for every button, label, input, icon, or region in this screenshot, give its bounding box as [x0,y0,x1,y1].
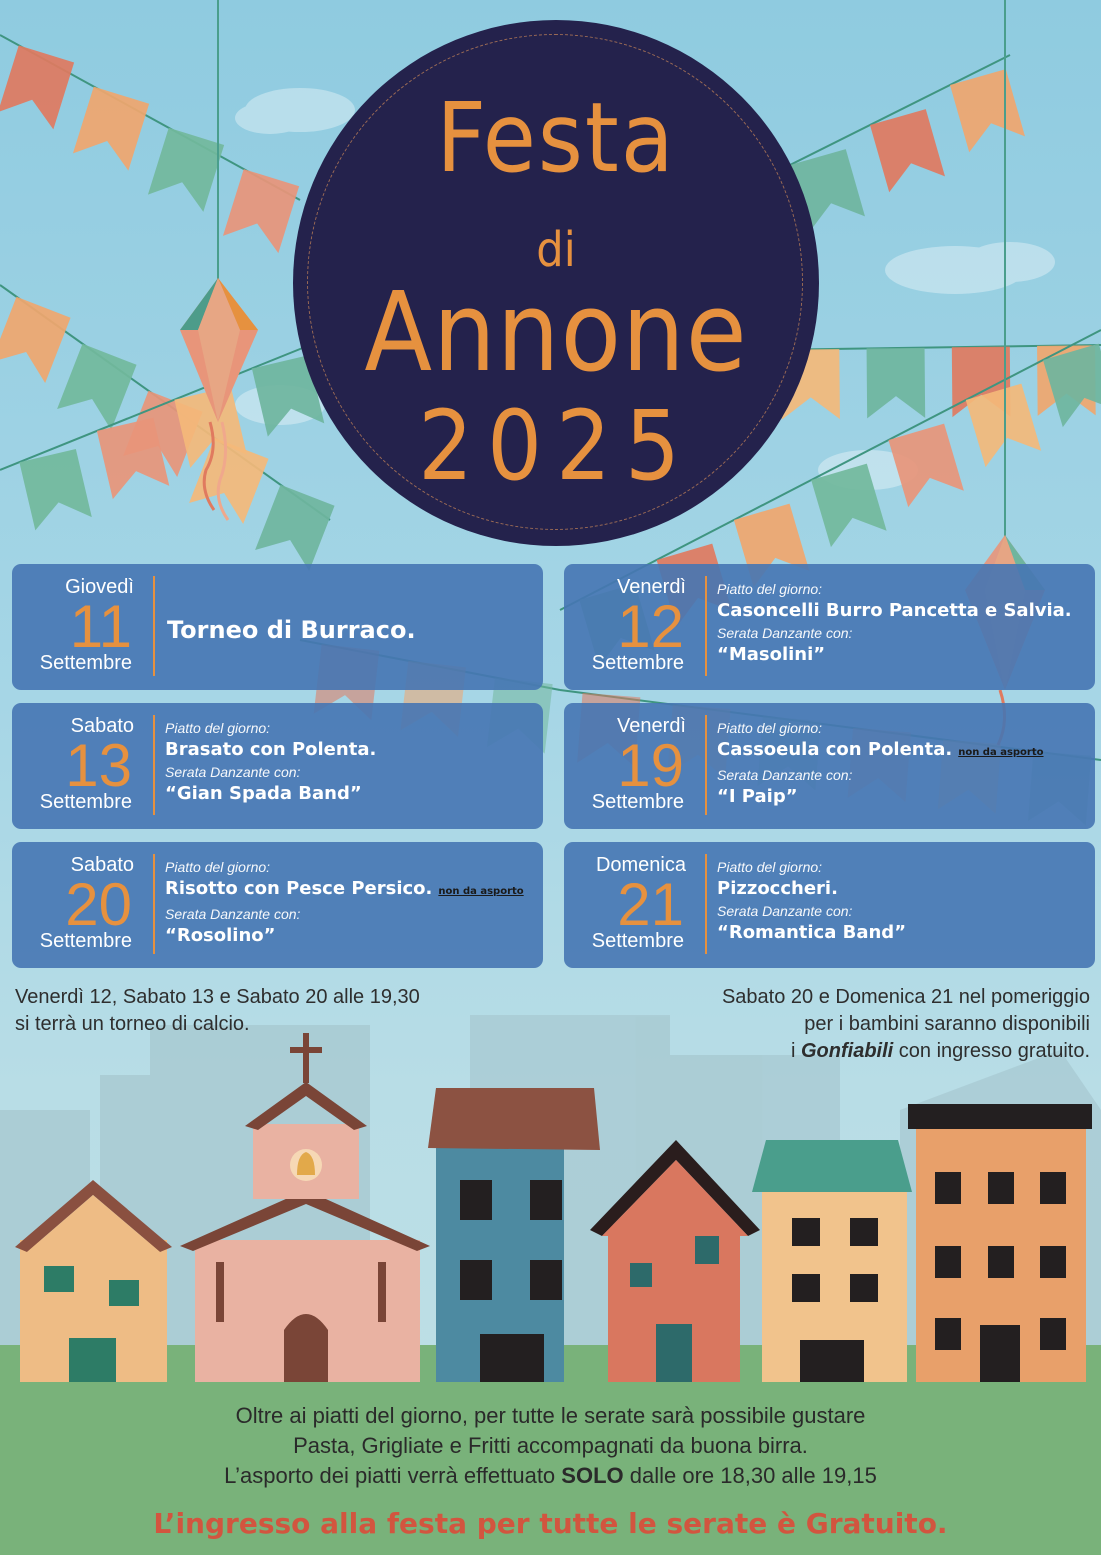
event-info [717,579,1087,667]
takeaway-post: dalle ore 18,30 alle 19,15 [623,1463,877,1488]
divider [705,854,707,954]
event-month: Settembre [39,930,132,952]
event-day: 20 [65,871,132,938]
dish-label: Piatto del giorno: [717,720,823,736]
free-entry-banner: L’ingresso alla festa per tutte le serate è Gratuito. [153,1507,948,1540]
divider [153,576,155,676]
divider [705,715,707,815]
dish-label: Piatto del giorno: [717,859,823,875]
inflatables-note-line1: Sabato 20 e Domenica 21 nel pomeriggio [721,986,1090,1008]
band-name: “I Paip” [717,786,798,807]
event-weekday: Sabato [70,715,134,737]
dish-name: Cassoeula con Polenta. [717,739,953,760]
event-info [717,718,1087,809]
event-month: Settembre [591,930,684,952]
takeaway-note: non da asporto [438,886,524,897]
event-title: Torneo di Burraco. [167,616,416,644]
band-name: “Gian Spada Band” [165,783,362,804]
band-name: “Romantica Band” [717,922,907,943]
divider [705,576,707,676]
event-card-21 [564,842,1095,968]
event-month: Settembre [591,791,684,813]
title-festa: Festa [436,82,676,194]
event-info [165,857,535,948]
divider [153,854,155,954]
event-weekday: Sabato [70,854,134,876]
dance-label: Serata Danzante con: [165,906,301,922]
divider [153,715,155,815]
title-annone: Annone [364,268,748,396]
event-info [165,718,535,806]
event-day: 11 [69,593,132,660]
dance-label: Serata Danzante con: [717,767,853,783]
inflatables-note-post: con ingresso gratuito. [893,1040,1090,1062]
dish-label: Piatto del giorno: [717,581,823,597]
dance-label: Serata Danzante con: [717,625,853,641]
event-info [717,857,1087,945]
takeaway-only: SOLO [561,1463,624,1488]
dish-name: Risotto con Pesce Persico. [165,878,433,899]
event-card-19 [564,703,1095,829]
inflatables-note [722,984,1090,1065]
title-year: 2025 [418,390,694,502]
takeaway-note: non da asporto [958,747,1044,758]
band-name: “Masolini” [717,644,826,665]
football-note-line1: Venerdì 12, Sabato 13 e Sabato 20 alle 19,30 [15,986,420,1008]
event-weekday: Venerdì [617,576,686,598]
takeaway-pre: L’asporto dei piatti verrà effettuato [224,1463,562,1488]
event-month: Settembre [591,652,684,674]
dish-name: Casoncelli Burro Pancetta e Salvia. [717,600,1072,621]
dish-name: Pizzoccheri. [717,878,838,899]
event-card-13 [12,703,543,829]
event-card-12 [564,564,1095,690]
event-day: 21 [617,871,684,938]
dish-label: Piatto del giorno: [165,720,271,736]
event-weekday: Venerdì [617,715,686,737]
title-di: di [536,222,576,278]
football-note-line2: si terrà un torneo di calcio. [15,1013,250,1035]
dish-label: Piatto del giorno: [165,859,271,875]
event-day: 13 [65,732,132,799]
inflatables-note-line2: per i bambini saranno disponibili [804,1013,1090,1035]
band-name: “Rosolino” [165,925,276,946]
football-note [15,984,420,1038]
food-info-line2: Pasta, Grigliate e Fritti accompagnati da buona birra. [293,1433,808,1458]
event-day: 12 [617,593,684,660]
dance-label: Serata Danzante con: [165,764,301,780]
event-day: 19 [617,732,684,799]
food-info [0,1401,1101,1491]
dish-name: Brasato con Polenta. [165,739,377,760]
dance-label: Serata Danzante con: [717,903,853,919]
event-weekday: Giovedì [65,576,134,598]
event-weekday: Domenica [595,854,686,876]
food-info-line1: Oltre ai piatti del giorno, per tutte le serate sarà possibile gustare [235,1403,866,1428]
event-card-20 [12,842,543,968]
event-month: Settembre [39,652,132,674]
inflatables-highlight: Gonfiabili [801,1040,894,1062]
event-card-11 [12,564,543,690]
inflatables-note-pre: i [791,1040,801,1062]
event-month: Settembre [39,791,132,813]
